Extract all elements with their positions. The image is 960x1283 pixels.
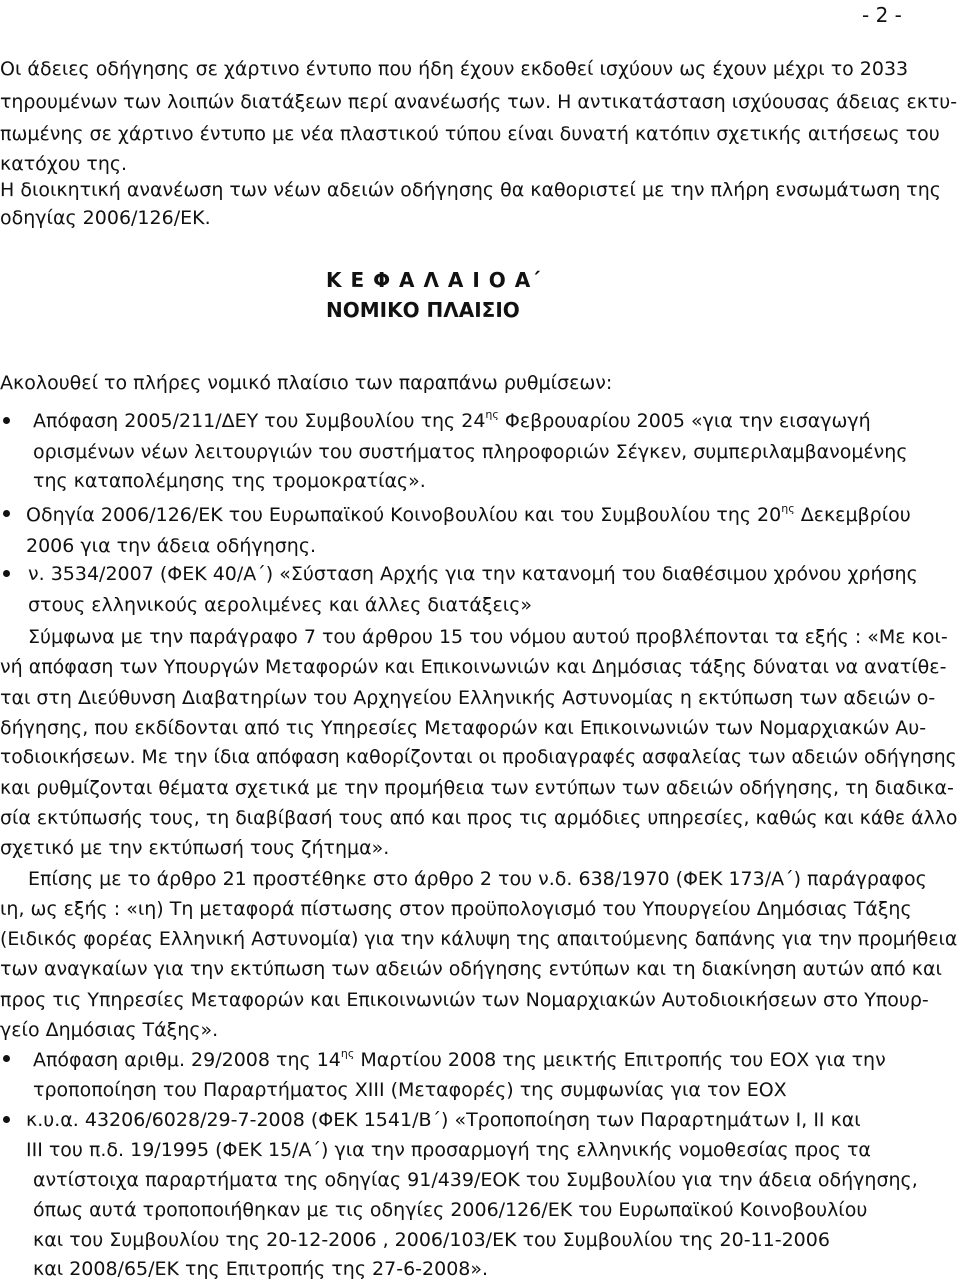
bullet-5-line-1: κ.υ.α. 43206/6028/29-7-2008 (ΦΕΚ 1541/Β΄) «Τροποποίηση των Παραρτημάτων Ι, ΙΙ και (26, 1109, 861, 1131)
bullet-4-line-2: τροποποίηση του Παραρτήματος XIII (Μεταφορές) της συμφωνίας για τον ΕΟΧ (33, 1079, 787, 1101)
chapter-subheading: ΝΟΜΙΚΟ ΠΛΑΙΣΙΟ (326, 298, 520, 322)
para-2-line-5: προς τις Υπηρεσίες Μεταφορών και Επικοινωνιών των Νομαρχιακών Αυτοδιοικήσεων στο Υπουρ- (0, 989, 929, 1011)
intro-line-6: οδηγίας 2006/126/ΕΚ. (0, 207, 211, 229)
bullet-1-line-2: ορισμένων νέων λειτουργιών του συστήματος πληροφοριών Σέγκεν, συμπεριλαμβανομένης (33, 441, 908, 463)
para-1-line-6: και ρυθμίζονται θέματα σχετικά με την προμήθεια των εντύπων των αδειών οδήγησης, τη διαδικα- (0, 777, 954, 799)
lead-sentence: Ακολουθεί το πλήρες νομικό πλαίσιο των παραπάνω ρυθμίσεων: (0, 372, 613, 394)
intro-line-5: Η διοικητική ανανέωση των νέων αδειών οδήγησης θα καθοριστεί με την πλήρη ενσωμάτωση της (0, 179, 941, 201)
bullet-5-line-6: και 2008/65/ΕΚ της Επιτροπής της 27-6-2008». (33, 1258, 489, 1280)
bullet-3-line-1: ν. 3534/2007 (ΦΕΚ 40/Α΄) «Σύσταση Αρχής για την κατανομή του διαθέσιμου χρόνου χρήσης (28, 563, 918, 585)
para-2-line-2: ιη, ως εξής : «ιη) Τη μεταφορά πίστωσης στον προϋπολογισμό του Υπουργείου Δημόσιας Τάξης (0, 898, 912, 920)
bullet-5-line-3: αντίστοιχα παραρτήματα της οδηγίας 91/439/ΕΟΚ του Συμβουλίου για την άδεια οδήγησης, (33, 1169, 918, 1191)
bullet-icon (3, 1116, 10, 1123)
para-1-line-5: τοδιοικήσεων. Με την ίδια απόφαση καθορίζονται οι προδιαγραφές ασφαλείας των αδειών οδήγησης (0, 747, 957, 768)
bullet-1-line-1: Απόφαση 2005/211/ΔΕΥ του Συμβουλίου της $24^{\eta\varsigma}$ Φεβρουαρίου 2005 «για την εισαγωγή (33, 407, 871, 432)
intro-line-4: κατόχου της. (0, 153, 128, 175)
para-2-line-3: (Ειδικός φορέας Ελληνική Αστυνομία) για την κάλυψη της απαιτούμενης δαπάνης για την προμήθεια (0, 928, 958, 950)
bullet-1-line-3: της καταπολέμησης της τρομοκρατίας». (33, 470, 426, 492)
bullet-3-line-2: στους ελληνικούς αερολιμένες και άλλες διατάξεις» (28, 594, 533, 616)
bullet-2-line-2: 2006 για την άδεια οδήγησης. (26, 535, 317, 557)
para-2-line-1: Επίσης με το άρθρο 21 προστέθηκε στο άρθρο 2 του ν.δ. 638/1970 (ΦΕΚ 173/Α΄) παράγραφος (28, 868, 927, 890)
bullet-icon (3, 1055, 10, 1062)
page-number: - 2 - (862, 3, 902, 27)
intro-line-3: πωμένης σε χάρτινο έντυπο με νέα πλαστικού τύπου είναι δυνατή κατόπιν σχετικής αιτήσεως του (0, 123, 940, 145)
para-2-line-4: των αναγκαίων για την εκτύπωση των αδειών οδήγησης εντύπων και τη διακίνηση αυτών από και (0, 958, 942, 980)
para-1-line-4: δήγησης, που εκδίδονται από τις Υπηρεσίες Μεταφορών και Επικοινωνιών των Νομαρχιακών Αυ- (0, 717, 927, 739)
para-1-line-3: ται στη Διεύθυνση Διαβατηρίων του Αρχηγείου Ελληνικής Αστυνομίας η εκτύπωση των αδειών ο- (0, 687, 936, 709)
para-1-line-2: νή απόφαση των Υπουργών Μεταφορών και Επικοινωνιών και Δημόσιας τάξης δύναται να ανατίθε- (0, 656, 947, 678)
para-1-line-8: σχετικό με την εκτύπωσή τους ζήτημα». (0, 837, 390, 859)
bullet-icon (3, 417, 10, 424)
bullet-4-line-1: Απόφαση αριθμ. 29/2008 της $14^{\eta\varsigma}$ Μαρτίου 2008 της μεικτής Επιτροπής του ΕΟΧ για την (33, 1046, 886, 1071)
bullet-icon (3, 570, 10, 577)
bullet-2-line-1: Οδηγία 2006/126/ΕΚ του Ευρωπαϊκού Κοινοβουλίου και του Συμβουλίου της $20^{\eta\varsigma}$ Δεκεμβρίου (26, 501, 911, 526)
para-1-line-1: Σύμφωνα με την παράγραφο 7 του άρθρου 15 του νόμου αυτού προβλέπονται τα εξής : «Με κοι- (28, 626, 948, 648)
bullet-5-line-5: και του Συμβουλίου της 20-12-2006 , 2006/103/ΕΚ του Συμβουλίου της 20-11-2006 (33, 1229, 830, 1251)
bullet-icon (3, 510, 10, 517)
chapter-heading: Κ Ε Φ Α Λ Α Ι Ο Α΄ (326, 268, 542, 292)
intro-line-2: τηρουμένων των λοιπών διατάξεων περί ανανέωσής των. Η αντικατάσταση ισχύουσας άδειας εκτυ- (0, 91, 958, 113)
intro-line-1: Οι άδειες οδήγησης σε χάρτινο έντυπο που ήδη έχουν εκδοθεί ισχύουν ως έχουν μέχρι το 2033 (0, 58, 909, 80)
bullet-5-line-2: ΙΙΙ του π.δ. 19/1995 (ΦΕΚ 15/Α΄) για την προσαρμογή της ελληνικής νομοθεσίας προς τα (26, 1139, 871, 1161)
para-1-line-7: σία εκτύπωσής τους, τη διαβίβασή τους από και προς τις αρμόδιες υπηρεσίες, καθώς και κάθε άλλο (0, 807, 958, 829)
para-2-line-6: γείο Δημόσιας Τάξης». (0, 1019, 219, 1041)
bullet-5-line-4: όπως αυτά τροποποιήθηκαν με τις οδηγίες 2006/126/ΕΚ του Ευρωπαϊκού Κοινοβουλίου (33, 1199, 868, 1221)
